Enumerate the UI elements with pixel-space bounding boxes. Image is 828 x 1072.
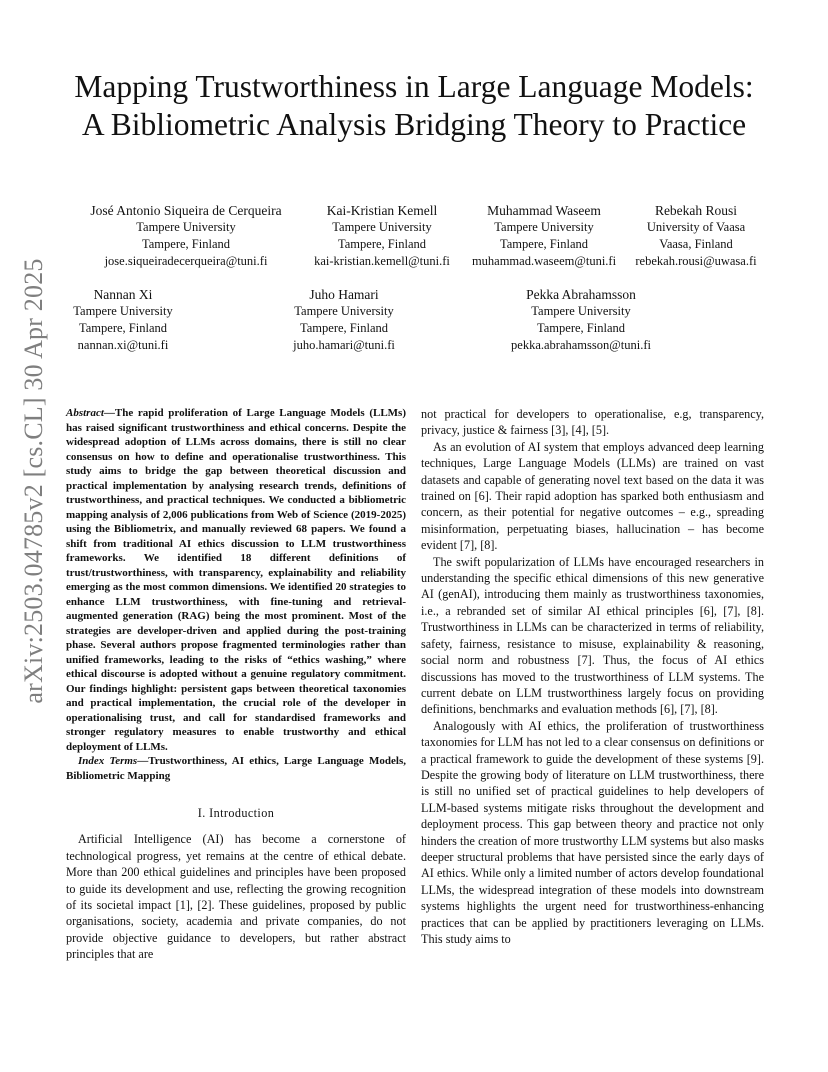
author-affiliation: Tampere University [494, 220, 594, 234]
author-name: Rebekah Rousi [654, 203, 738, 218]
author-location: Tampere, Finland [79, 321, 167, 335]
author-email: nannan.xi@tuni.fi [77, 338, 169, 352]
index-terms [66, 754, 406, 783]
body-paragraph: Analogously with AI ethics, the proliferation of trustworthiness taxonomies for LLM has not led to a clear consensus on definitions or a practical framework to guide the development of these systems [9]. Despite the growing body of literature on LLM trustworthiness, there is still no unified set of practical guidelines to help developers of LLM-based systems mitigate risks throughout the development and deployment process. This gap between theory and practice not only hinders the creation of more trustworthy LLM systems but also masks deeper structural problems that have persisted since the early days of AI ethics. While only a limited number of actors develop foundational LLMs, the widespread integration of these models into downstream systems highlights the urgent need for trustworthiness-enhancing practices that can be applied by practitioners leveraging on LLMs. This study aims to [421, 718, 764, 946]
body-paragraph: Artificial Intelligence (AI) has become a cornerstone of technological progress, yet remains at the centre of ethical debate. More than 200 ethical guidelines and principles have been proposed to guide its development and use, reflecting the growing recognition of its societal impact [1], [2]. These guidelines, proposed by public organisations, society, academia and private companies, do not provide objective guidance to developers, but rather abstract principles that are [66, 832, 406, 962]
author-block [282, 286, 406, 354]
abstract-lead: Abstract [66, 407, 104, 419]
author-location: Tampere, Finland [300, 321, 388, 335]
author-name: Juho Hamari [309, 287, 379, 302]
index-terms-text: —Trustworthiness, AI ethics, Large Language Models, Bibliometric Mapping [66, 755, 407, 782]
author-affiliation: Tampere University [294, 304, 394, 318]
author-affiliation: Tampere University [531, 304, 631, 318]
author-block [628, 202, 764, 270]
author-name: José Antonio Siqueira de Cerqueira [90, 203, 282, 218]
author-location: Tampere, Finland [142, 237, 230, 251]
author-email: jose.siqueiradecerqueira@tuni.fi [104, 254, 268, 268]
author-affiliation: Tampere University [136, 220, 236, 234]
abstract-text: —The rapid proliferation of Large Language Models (LLMs) has raised significant trustworthiness and ethical concerns. Despite the widespread adoption of LLMs across domains, there is still no clear consensus on how to define and operationalise trustworthiness. This study aims to bridge the gap between theoretical discussion and practical implementation by analysing research trends, definitions of trustworthiness, and practical techniques. We conducted a bibliometric mapping analysis of 2,006 publications from Web of Science (2019-2025) using the Bibliometrix, and manually reviewed 68 papers. We found a shift from traditional AI ethics discussion to LLM trustworthiness frameworks. We identified 18 different definitions of trust/trustworthiness, with transparency, explainability and reliability emerging as the most common dimensions. We identified 20 strategies to enhance LLM trustworthiness, with fine-tuning and retrieval-augmented generation (RAG) being the most prominent. Most of the strategies are developer-driven and applied during the post-training phase. Several authors propose fragmented terminologies rather than unified frameworks, leading to the risks of “ethics washing,” where ethical discourse is adopted without a genuine regulatory commitment. Our findings highlight: persistent gaps between theoretical taxonomies and practical implementation, the crucial role of the developer in operationalising trust, and call for standardised frameworks and stronger regulatory measures to enable trustworthy and ethical deployment of LLMs. [66, 407, 406, 753]
author-block [68, 202, 304, 270]
author-email: juho.hamari@tuni.fi [293, 338, 395, 352]
author-affiliation: Tampere University [73, 304, 173, 318]
right-column [421, 406, 764, 947]
author-email: muhammad.waseem@tuni.fi [471, 254, 617, 268]
body-paragraph: The swift popularization of LLMs have encouraged researchers in understanding the specific ethical dimensions of this new generative AI (genAI), introducing them mainly as trustworthiness taxonomies, i.e., a rebranded set of similar AI ethical principles [6], [7], [8]. Trustworthiness in LLMs can be characterized in terms of reliability, safety, fairness, resistance to misuse, explainability & reasoning, social norm and robustness [7]. Thus, the focus of AI ethics discussions has moved to the trustworthiness of LLM systems. The current debate on LLM trustworthiness largely focus on providing definitions, benchmarks and evaluation methods [6], [7], [8]. [421, 554, 764, 717]
author-block [62, 286, 184, 354]
author-email: rebekah.rousi@uwasa.fi [635, 254, 757, 268]
author-affiliation: Tampere University [332, 220, 432, 234]
paper-title: Mapping Trustworthiness in Large Language Models: A Bibliometric Analysis Bridging Theory to Practice [74, 69, 754, 142]
body-paragraph: not practical for developers to operationalise, e.g, transparency, privacy, justice & fairness [3], [4], [5]. [421, 407, 764, 438]
author-location: Tampere, Finland [338, 237, 426, 251]
author-affiliation: University of Vaasa [646, 220, 746, 234]
abstract [66, 406, 406, 754]
author-name: Pekka Abrahamsson [526, 287, 636, 302]
body-paragraph: As an evolution of AI system that employs advanced deep learning techniques, Large Language Models (LLMs) are trained on vast datasets and capable of generating novel text based on the data it was trained on [6]. Their rapid adoption has sparked both enthusiasm and concern, as their potential for negative outcomes – e.g., spreading misinformation, perpetuating biases, hallucination – has become evident [7], [8]. [421, 439, 764, 553]
author-location: Vaasa, Finland [659, 237, 733, 251]
index-terms-lead: Index Terms [78, 755, 138, 767]
author-block [464, 202, 624, 270]
arxiv-identifier [18, 258, 50, 704]
section-heading: I. Introduction [197, 806, 275, 820]
author-location: Tampere, Finland [537, 321, 625, 335]
author-name: Kai-Kristian Kemell [326, 203, 438, 218]
author-block [304, 202, 460, 270]
author-block [496, 286, 666, 354]
author-name: Nannan Xi [93, 287, 153, 302]
author-location: Tampere, Finland [500, 237, 588, 251]
author-email: kai-kristian.kemell@tuni.fi [314, 254, 450, 268]
author-email: pekka.abrahamsson@tuni.fi [511, 338, 651, 352]
author-name: Muhammad Waseem [487, 203, 601, 218]
left-column [66, 406, 406, 963]
arxiv-identifier-text: arXiv:2503.04785v2 [cs.CL] 30 Apr 2025 [19, 258, 48, 704]
